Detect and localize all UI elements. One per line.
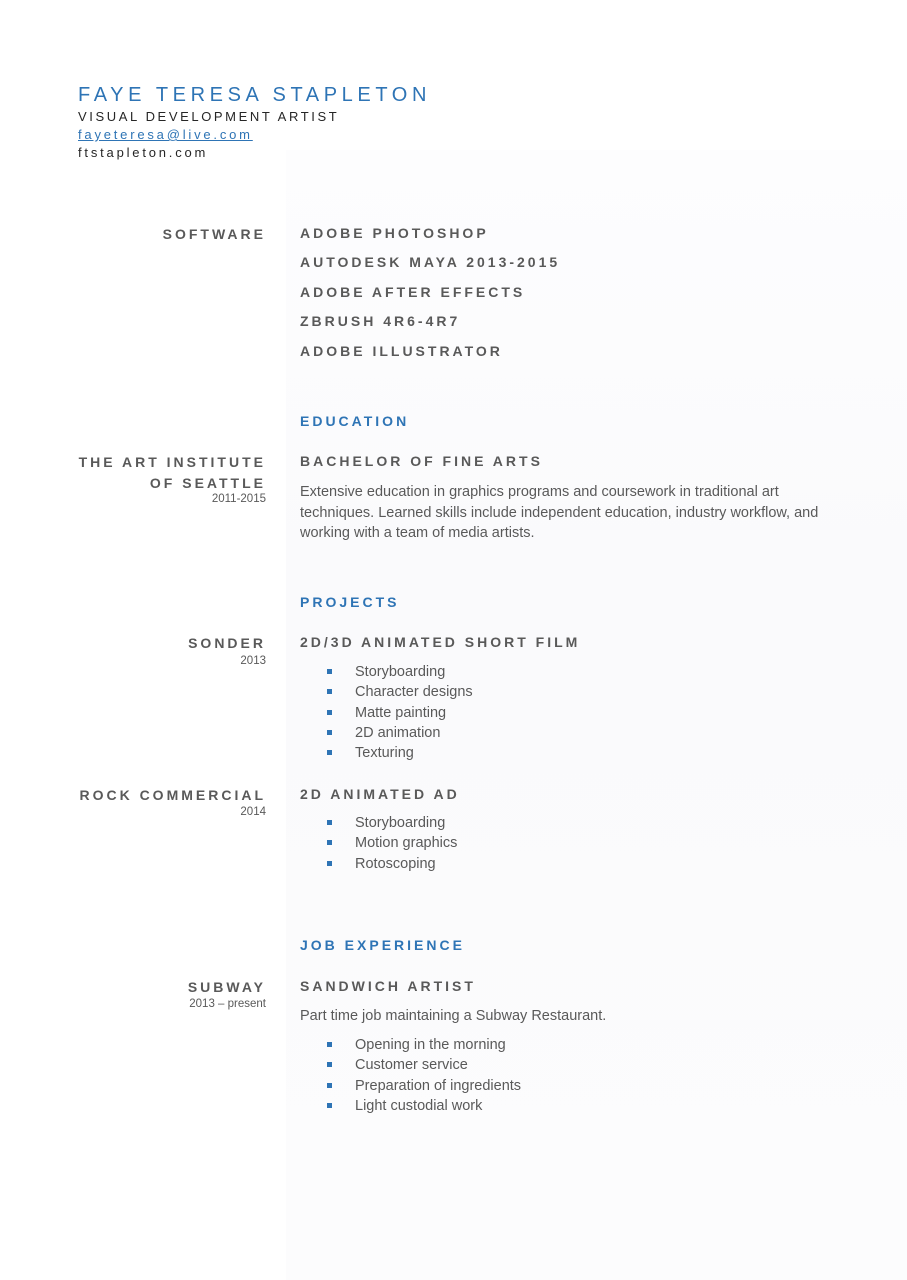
bullet-square-icon bbox=[327, 1083, 332, 1088]
school-name-line1: THE ART INSTITUTE bbox=[78, 454, 266, 470]
bullet-square-icon bbox=[327, 820, 332, 825]
bullet-square-icon bbox=[327, 1103, 332, 1108]
list-item: Light custodial work bbox=[326, 1096, 521, 1116]
project-bullet-list bbox=[326, 813, 457, 874]
job-description: Part time job maintaining a Subway Restaurant. bbox=[300, 1008, 607, 1024]
bullet-square-icon bbox=[327, 730, 332, 735]
project-title: 2D/3D ANIMATED SHORT FILM bbox=[300, 634, 581, 650]
list-item: Storyboarding bbox=[326, 662, 473, 682]
software-item: ADOBE PHOTOSHOP bbox=[300, 225, 489, 241]
bullet-square-icon bbox=[327, 1062, 332, 1067]
bullet-square-icon bbox=[327, 861, 332, 866]
software-item: ADOBE ILLUSTRATOR bbox=[300, 343, 503, 359]
project-title: 2D ANIMATED AD bbox=[300, 786, 460, 802]
list-item: Storyboarding bbox=[326, 813, 457, 833]
education-description: Extensive education in graphics programs and coursework in traditional art techniques. Learned skills include independent education, industry workflow, and working with a team of media artists. bbox=[300, 484, 819, 541]
list-item: Preparation of ingredients bbox=[326, 1076, 521, 1096]
bullet-square-icon bbox=[327, 710, 332, 715]
list-item: Character designs bbox=[326, 682, 473, 702]
employer-name: SUBWAY bbox=[187, 979, 266, 995]
software-item: AUTODESK MAYA 2013-2015 bbox=[300, 254, 561, 270]
list-item: Rotoscoping bbox=[326, 854, 457, 874]
bullet-square-icon bbox=[327, 669, 332, 674]
school-name-line2: OF SEATTLE bbox=[149, 475, 266, 491]
list-item: Opening in the morning bbox=[326, 1035, 521, 1055]
resume-name: FAYE TERESA STAPLETON bbox=[78, 84, 431, 106]
list-item: 2D animation bbox=[326, 723, 473, 743]
software-item: ADOBE AFTER EFFECTS bbox=[300, 284, 526, 300]
list-item: Texturing bbox=[326, 743, 473, 763]
projects-section-title: PROJECTS bbox=[300, 594, 400, 610]
degree-title: BACHELOR OF FINE ARTS bbox=[300, 453, 543, 469]
software-item: ZBRUSH 4R6-4R7 bbox=[300, 313, 461, 329]
education-years: 2011-2015 bbox=[211, 493, 266, 505]
resume-title: VISUAL DEVELOPMENT ARTIST bbox=[78, 109, 340, 124]
project-bullet-list bbox=[326, 662, 473, 763]
list-item: Matte painting bbox=[326, 703, 473, 723]
email-link[interactable]: fayeteresa@live.com bbox=[78, 127, 253, 142]
bullet-square-icon bbox=[327, 750, 332, 755]
software-label: SOFTWARE bbox=[162, 226, 266, 242]
job-experience-section-title: JOB EXPERIENCE bbox=[300, 937, 465, 953]
job-bullet-list bbox=[326, 1035, 521, 1116]
website-text: ftstapleton.com bbox=[78, 145, 209, 160]
project-name: SONDER bbox=[188, 635, 266, 651]
project-year: 2014 bbox=[240, 806, 266, 818]
list-item: Customer service bbox=[326, 1055, 521, 1075]
project-year: 2013 bbox=[240, 655, 266, 667]
employment-dates: 2013 – present bbox=[189, 998, 266, 1010]
bullet-square-icon bbox=[327, 689, 332, 694]
project-name: ROCK COMMERCIAL bbox=[79, 787, 266, 803]
education-section-title: EDUCATION bbox=[300, 413, 410, 429]
job-title: SANDWICH ARTIST bbox=[300, 978, 476, 994]
list-item: Motion graphics bbox=[326, 833, 457, 853]
bullet-square-icon bbox=[327, 840, 332, 845]
bullet-square-icon bbox=[327, 1042, 332, 1047]
